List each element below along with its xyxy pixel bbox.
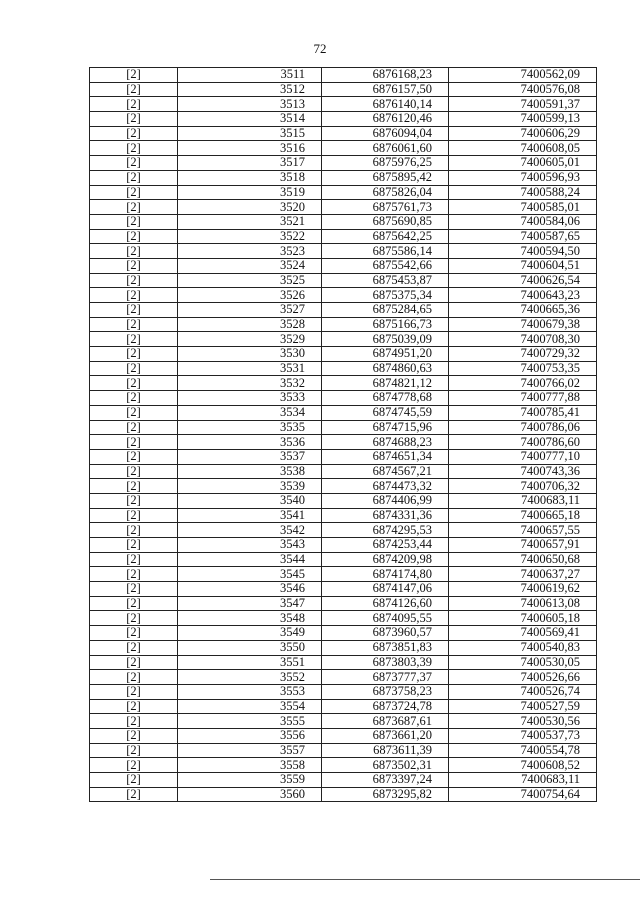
ref-cell: [2] — [90, 244, 178, 259]
table-row — [90, 699, 597, 714]
point-number-cell: 3526 — [178, 288, 322, 303]
table-row — [90, 156, 597, 171]
ref-cell: [2] — [90, 787, 178, 802]
ref-cell: [2] — [90, 449, 178, 464]
point-number-cell: 3525 — [178, 273, 322, 288]
point-number-cell: 3560 — [178, 787, 322, 802]
y-coordinate-cell: 7400657,55 — [449, 523, 597, 538]
y-coordinate-cell: 7400708,30 — [449, 332, 597, 347]
ref-cell: [2] — [90, 508, 178, 523]
point-number-cell: 3520 — [178, 200, 322, 215]
x-coordinate-cell: 6874209,98 — [322, 552, 449, 567]
y-coordinate-cell: 7400606,29 — [449, 126, 597, 141]
x-coordinate-cell: 6873397,24 — [322, 773, 449, 788]
y-coordinate-cell: 7400527,59 — [449, 699, 597, 714]
coordinates-table-body — [90, 68, 597, 802]
table-row — [90, 479, 597, 494]
ref-cell: [2] — [90, 479, 178, 494]
table-row — [90, 361, 597, 376]
ref-cell: [2] — [90, 258, 178, 273]
table-row — [90, 200, 597, 215]
ref-cell: [2] — [90, 714, 178, 729]
point-number-cell: 3544 — [178, 552, 322, 567]
table-row — [90, 258, 597, 273]
ref-cell: [2] — [90, 493, 178, 508]
y-coordinate-cell: 7400604,51 — [449, 258, 597, 273]
table-row — [90, 420, 597, 435]
table-row — [90, 464, 597, 479]
y-coordinate-cell: 7400650,68 — [449, 552, 597, 567]
y-coordinate-cell: 7400605,18 — [449, 611, 597, 626]
y-coordinate-cell: 7400619,62 — [449, 582, 597, 597]
point-number-cell: 3543 — [178, 538, 322, 553]
ref-cell: [2] — [90, 214, 178, 229]
x-coordinate-cell: 6875761,73 — [322, 200, 449, 215]
y-coordinate-cell: 7400665,18 — [449, 508, 597, 523]
table-row — [90, 317, 597, 332]
point-number-cell: 3531 — [178, 361, 322, 376]
y-coordinate-cell: 7400585,01 — [449, 200, 597, 215]
x-coordinate-cell: 6875166,73 — [322, 317, 449, 332]
point-number-cell: 3536 — [178, 435, 322, 450]
ref-cell: [2] — [90, 347, 178, 362]
ref-cell: [2] — [90, 582, 178, 597]
table-row — [90, 523, 597, 538]
x-coordinate-cell: 6876094,04 — [322, 126, 449, 141]
table-row — [90, 112, 597, 127]
point-number-cell: 3528 — [178, 317, 322, 332]
x-coordinate-cell: 6874253,44 — [322, 538, 449, 553]
point-number-cell: 3555 — [178, 714, 322, 729]
point-number-cell: 3530 — [178, 347, 322, 362]
ref-cell: [2] — [90, 699, 178, 714]
y-coordinate-cell: 7400608,05 — [449, 141, 597, 156]
x-coordinate-cell: 6873611,39 — [322, 743, 449, 758]
table-row — [90, 229, 597, 244]
ref-cell: [2] — [90, 200, 178, 215]
y-coordinate-cell: 7400530,05 — [449, 655, 597, 670]
x-coordinate-cell: 6875642,25 — [322, 229, 449, 244]
y-coordinate-cell: 7400683,11 — [449, 493, 597, 508]
table-row — [90, 670, 597, 685]
ref-cell: [2] — [90, 170, 178, 185]
y-coordinate-cell: 7400777,10 — [449, 449, 597, 464]
point-number-cell: 3545 — [178, 567, 322, 582]
point-number-cell: 3516 — [178, 141, 322, 156]
y-coordinate-cell: 7400576,08 — [449, 82, 597, 97]
x-coordinate-cell: 6875284,65 — [322, 303, 449, 318]
point-number-cell: 3558 — [178, 758, 322, 773]
x-coordinate-cell: 6873687,61 — [322, 714, 449, 729]
y-coordinate-cell: 7400584,06 — [449, 214, 597, 229]
point-number-cell: 3554 — [178, 699, 322, 714]
ref-cell: [2] — [90, 420, 178, 435]
ref-cell: [2] — [90, 538, 178, 553]
x-coordinate-cell: 6874745,59 — [322, 405, 449, 420]
x-coordinate-cell: 6874651,34 — [322, 449, 449, 464]
x-coordinate-cell: 6875039,09 — [322, 332, 449, 347]
point-number-cell: 3542 — [178, 523, 322, 538]
y-coordinate-cell: 7400683,11 — [449, 773, 597, 788]
point-number-cell: 3546 — [178, 582, 322, 597]
point-number-cell: 3535 — [178, 420, 322, 435]
ref-cell: [2] — [90, 273, 178, 288]
y-coordinate-cell: 7400591,37 — [449, 97, 597, 112]
ref-cell: [2] — [90, 68, 178, 83]
y-coordinate-cell: 7400588,24 — [449, 185, 597, 200]
point-number-cell: 3552 — [178, 670, 322, 685]
point-number-cell: 3524 — [178, 258, 322, 273]
y-coordinate-cell: 7400729,32 — [449, 347, 597, 362]
x-coordinate-cell: 6874951,20 — [322, 347, 449, 362]
table-row — [90, 273, 597, 288]
x-coordinate-cell: 6875690,85 — [322, 214, 449, 229]
table-row — [90, 567, 597, 582]
table-row — [90, 743, 597, 758]
point-number-cell: 3518 — [178, 170, 322, 185]
point-number-cell: 3529 — [178, 332, 322, 347]
point-number-cell: 3533 — [178, 391, 322, 406]
table-row — [90, 303, 597, 318]
table-row — [90, 493, 597, 508]
page-number: 72 — [313, 41, 327, 56]
y-coordinate-cell: 7400605,01 — [449, 156, 597, 171]
x-coordinate-cell: 6874778,68 — [322, 391, 449, 406]
table-row — [90, 376, 597, 391]
table-row — [90, 611, 597, 626]
table-row — [90, 126, 597, 141]
table-row — [90, 170, 597, 185]
ref-cell: [2] — [90, 303, 178, 318]
x-coordinate-cell: 6875453,87 — [322, 273, 449, 288]
y-coordinate-cell: 7400753,35 — [449, 361, 597, 376]
table-row — [90, 640, 597, 655]
table-row — [90, 596, 597, 611]
y-coordinate-cell: 7400599,13 — [449, 112, 597, 127]
x-coordinate-cell: 6874688,23 — [322, 435, 449, 450]
table-row — [90, 405, 597, 420]
x-coordinate-cell: 6874715,96 — [322, 420, 449, 435]
point-number-cell: 3549 — [178, 626, 322, 641]
x-coordinate-cell: 6876061,60 — [322, 141, 449, 156]
table-row — [90, 655, 597, 670]
point-number-cell: 3559 — [178, 773, 322, 788]
x-coordinate-cell: 6873502,31 — [322, 758, 449, 773]
table-row — [90, 214, 597, 229]
x-coordinate-cell: 6873803,39 — [322, 655, 449, 670]
point-number-cell: 3538 — [178, 464, 322, 479]
ref-cell: [2] — [90, 552, 178, 567]
y-coordinate-cell: 7400777,88 — [449, 391, 597, 406]
ref-cell: [2] — [90, 317, 178, 332]
ref-cell: [2] — [90, 435, 178, 450]
ref-cell: [2] — [90, 391, 178, 406]
point-number-cell: 3537 — [178, 449, 322, 464]
table-row — [90, 508, 597, 523]
y-coordinate-cell: 7400657,91 — [449, 538, 597, 553]
x-coordinate-cell: 6875976,25 — [322, 156, 449, 171]
ref-cell: [2] — [90, 82, 178, 97]
ref-cell: [2] — [90, 728, 178, 743]
ref-cell: [2] — [90, 684, 178, 699]
y-coordinate-cell: 7400786,60 — [449, 435, 597, 450]
table-row — [90, 347, 597, 362]
x-coordinate-cell: 6875375,34 — [322, 288, 449, 303]
ref-cell: [2] — [90, 156, 178, 171]
x-coordinate-cell: 6874174,80 — [322, 567, 449, 582]
table-row — [90, 787, 597, 802]
point-number-cell: 3511 — [178, 68, 322, 83]
ref-cell: [2] — [90, 743, 178, 758]
footer-rule — [210, 879, 640, 880]
x-coordinate-cell: 6874567,21 — [322, 464, 449, 479]
table-row — [90, 288, 597, 303]
x-coordinate-cell: 6874821,12 — [322, 376, 449, 391]
x-coordinate-cell: 6874331,36 — [322, 508, 449, 523]
x-coordinate-cell: 6874126,60 — [322, 596, 449, 611]
y-coordinate-cell: 7400596,93 — [449, 170, 597, 185]
point-number-cell: 3553 — [178, 684, 322, 699]
table-row — [90, 552, 597, 567]
point-number-cell: 3515 — [178, 126, 322, 141]
point-number-cell: 3527 — [178, 303, 322, 318]
ref-cell: [2] — [90, 361, 178, 376]
point-number-cell: 3532 — [178, 376, 322, 391]
ref-cell: [2] — [90, 611, 178, 626]
point-number-cell: 3522 — [178, 229, 322, 244]
y-coordinate-cell: 7400613,08 — [449, 596, 597, 611]
y-coordinate-cell: 7400526,66 — [449, 670, 597, 685]
x-coordinate-cell: 6874095,55 — [322, 611, 449, 626]
x-coordinate-cell: 6875542,66 — [322, 258, 449, 273]
table-row — [90, 141, 597, 156]
y-coordinate-cell: 7400754,64 — [449, 787, 597, 802]
table-row — [90, 684, 597, 699]
ref-cell: [2] — [90, 596, 178, 611]
x-coordinate-cell: 6876168,23 — [322, 68, 449, 83]
x-coordinate-cell: 6874860,63 — [322, 361, 449, 376]
point-number-cell: 3521 — [178, 214, 322, 229]
coordinates-table — [89, 67, 597, 802]
x-coordinate-cell: 6875895,42 — [322, 170, 449, 185]
ref-cell: [2] — [90, 112, 178, 127]
x-coordinate-cell: 6873661,20 — [322, 728, 449, 743]
y-coordinate-cell: 7400608,52 — [449, 758, 597, 773]
y-coordinate-cell: 7400540,83 — [449, 640, 597, 655]
x-coordinate-cell: 6873295,82 — [322, 787, 449, 802]
y-coordinate-cell: 7400679,38 — [449, 317, 597, 332]
table-row — [90, 538, 597, 553]
y-coordinate-cell: 7400785,41 — [449, 405, 597, 420]
ref-cell: [2] — [90, 655, 178, 670]
table-row — [90, 97, 597, 112]
y-coordinate-cell: 7400643,23 — [449, 288, 597, 303]
table-row — [90, 244, 597, 259]
point-number-cell: 3541 — [178, 508, 322, 523]
point-number-cell: 3512 — [178, 82, 322, 97]
y-coordinate-cell: 7400626,54 — [449, 273, 597, 288]
x-coordinate-cell: 6874473,32 — [322, 479, 449, 494]
x-coordinate-cell: 6873777,37 — [322, 670, 449, 685]
x-coordinate-cell: 6873960,57 — [322, 626, 449, 641]
table-row — [90, 82, 597, 97]
ref-cell: [2] — [90, 773, 178, 788]
y-coordinate-cell: 7400786,06 — [449, 420, 597, 435]
x-coordinate-cell: 6874147,06 — [322, 582, 449, 597]
y-coordinate-cell: 7400537,73 — [449, 728, 597, 743]
ref-cell: [2] — [90, 405, 178, 420]
ref-cell: [2] — [90, 670, 178, 685]
ref-cell: [2] — [90, 229, 178, 244]
x-coordinate-cell: 6874406,99 — [322, 493, 449, 508]
ref-cell: [2] — [90, 758, 178, 773]
point-number-cell: 3513 — [178, 97, 322, 112]
y-coordinate-cell: 7400562,09 — [449, 68, 597, 83]
ref-cell: [2] — [90, 141, 178, 156]
ref-cell: [2] — [90, 97, 178, 112]
ref-cell: [2] — [90, 376, 178, 391]
y-coordinate-cell: 7400766,02 — [449, 376, 597, 391]
y-coordinate-cell: 7400706,32 — [449, 479, 597, 494]
ref-cell: [2] — [90, 288, 178, 303]
table-row — [90, 758, 597, 773]
point-number-cell: 3519 — [178, 185, 322, 200]
y-coordinate-cell: 7400637,27 — [449, 567, 597, 582]
point-number-cell: 3514 — [178, 112, 322, 127]
point-number-cell: 3551 — [178, 655, 322, 670]
x-coordinate-cell: 6876140,14 — [322, 97, 449, 112]
point-number-cell: 3517 — [178, 156, 322, 171]
ref-cell: [2] — [90, 126, 178, 141]
y-coordinate-cell: 7400554,78 — [449, 743, 597, 758]
point-number-cell: 3550 — [178, 640, 322, 655]
x-coordinate-cell: 6873758,23 — [322, 684, 449, 699]
ref-cell: [2] — [90, 185, 178, 200]
y-coordinate-cell: 7400594,50 — [449, 244, 597, 259]
table-row — [90, 626, 597, 641]
table-row — [90, 68, 597, 83]
ref-cell: [2] — [90, 626, 178, 641]
table-row — [90, 714, 597, 729]
point-number-cell: 3534 — [178, 405, 322, 420]
x-coordinate-cell: 6873851,83 — [322, 640, 449, 655]
table-row — [90, 773, 597, 788]
y-coordinate-cell: 7400665,36 — [449, 303, 597, 318]
ref-cell: [2] — [90, 567, 178, 582]
y-coordinate-cell: 7400530,56 — [449, 714, 597, 729]
point-number-cell: 3539 — [178, 479, 322, 494]
point-number-cell: 3540 — [178, 493, 322, 508]
table-row — [90, 391, 597, 406]
ref-cell: [2] — [90, 464, 178, 479]
x-coordinate-cell: 6874295,53 — [322, 523, 449, 538]
x-coordinate-cell: 6875586,14 — [322, 244, 449, 259]
point-number-cell: 3523 — [178, 244, 322, 259]
table-row — [90, 185, 597, 200]
table-row — [90, 435, 597, 450]
point-number-cell: 3548 — [178, 611, 322, 626]
x-coordinate-cell: 6873724,78 — [322, 699, 449, 714]
point-number-cell: 3556 — [178, 728, 322, 743]
table-row — [90, 582, 597, 597]
x-coordinate-cell: 6876120,46 — [322, 112, 449, 127]
ref-cell: [2] — [90, 523, 178, 538]
y-coordinate-cell: 7400569,41 — [449, 626, 597, 641]
y-coordinate-cell: 7400526,74 — [449, 684, 597, 699]
point-number-cell: 3557 — [178, 743, 322, 758]
x-coordinate-cell: 6875826,04 — [322, 185, 449, 200]
table-row — [90, 449, 597, 464]
y-coordinate-cell: 7400587,65 — [449, 229, 597, 244]
point-number-cell: 3547 — [178, 596, 322, 611]
table-row — [90, 728, 597, 743]
table-row — [90, 332, 597, 347]
y-coordinate-cell: 7400743,36 — [449, 464, 597, 479]
ref-cell: [2] — [90, 640, 178, 655]
x-coordinate-cell: 6876157,50 — [322, 82, 449, 97]
ref-cell: [2] — [90, 332, 178, 347]
